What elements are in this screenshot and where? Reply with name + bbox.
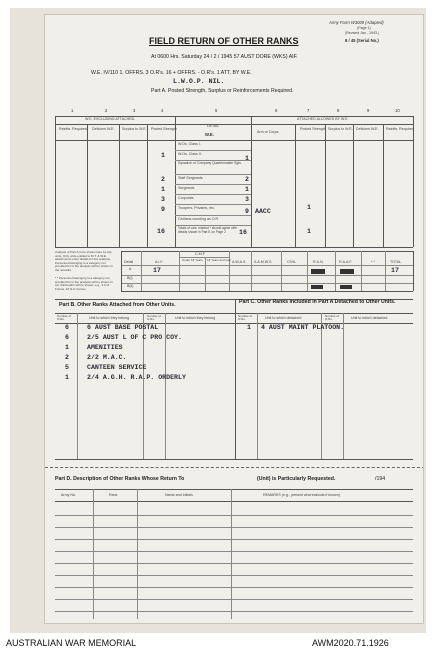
analysis-note-2: * * Personnel belonging to a category not provided for in the analysis will be shown in col. Particulars will be shown, e.g., 2 N.Z. Forces, 10 N.Z. Forces.	[55, 276, 113, 291]
left-group-label: W.E. EXCLUDING ATTACHED.	[85, 117, 136, 121]
posted-value: 3	[161, 196, 165, 203]
part-d-col: REMARKS (e.g., present whereabouts if known)	[263, 493, 340, 497]
col-number: 10	[395, 108, 400, 113]
col-header: Reinfts. Required	[59, 127, 87, 131]
part-b-unit: CANTEEN SERVICE	[87, 364, 147, 371]
part-c-unit: 4 AUST MAINT PLATOON.	[261, 324, 345, 331]
aif-value: 17	[153, 267, 161, 274]
part-d-title-2: (Unit) is Particularly Requested.	[257, 476, 336, 482]
posted-value: 9	[161, 206, 165, 213]
document-page	[44, 14, 424, 624]
part-d-title: Part D. Description of Other Ranks Whose Return To	[55, 476, 185, 482]
row-a: A	[129, 267, 132, 271]
detail-label: W.Os. Class II.	[178, 152, 202, 156]
analysis-col: 18 Years and over	[207, 258, 232, 262]
col-header: Reinfts. Required	[386, 127, 414, 131]
posted-value: 2	[161, 176, 165, 183]
part-b-unit: 2/2 M.A.C.	[87, 354, 127, 361]
right-group-label: ATTACHED ALLOWED BY W.E.	[297, 117, 349, 121]
part-b-number: 2	[65, 354, 69, 361]
analysis-col: CIVIL	[287, 260, 296, 264]
analysis-detail: Detail	[124, 260, 134, 264]
col-header: Surplus to W.E.	[122, 127, 147, 131]
col-number: 5	[215, 108, 218, 113]
footer-credit: AUSTRALIAN WAR MEMORIAL	[6, 638, 137, 648]
part-c-col: Number of O.Rs.	[325, 314, 340, 322]
part-b-col: Number of O.Rs.	[57, 314, 72, 322]
analysis-col: R.A.N.	[313, 260, 324, 264]
aacc-posted: 1	[307, 204, 311, 211]
we-mark: W.E.	[205, 132, 214, 137]
detail-label: Civilians counting as O.R.	[178, 217, 220, 221]
total-posted: 16	[157, 228, 165, 235]
part-b-col: Number of O.Rs.	[147, 314, 162, 322]
col-number: 7	[307, 108, 310, 113]
part-b-number: 6	[65, 324, 69, 331]
col-header: Deficient W.E.	[356, 127, 379, 131]
detail-label: W.Os. Class I.	[178, 142, 201, 146]
redaction-mark	[340, 269, 354, 274]
form-number: Army Form W3009 (Adapted)	[329, 20, 384, 25]
analysis-col: A.I.F.	[155, 260, 164, 264]
part-b-number: 1	[65, 344, 69, 351]
part-b-title: Part B. Other Ranks Attached from Other Units.	[59, 302, 176, 308]
analysis-col: TOTAL	[390, 260, 402, 264]
serial-number: 8 / 45 (Serial No.)	[345, 38, 379, 43]
part-b-number: 5	[65, 364, 69, 371]
col-number: 2	[105, 108, 108, 113]
lwop-line: L.W.O.P. NIL.	[173, 78, 225, 85]
totals-label: Totals of cols. marked * should agree with details shown in Part E on Page 2	[178, 226, 237, 234]
row-bi: B(i)	[127, 276, 133, 280]
detail-label: Staff Sergeants	[178, 176, 203, 180]
part-d-date: /194	[375, 476, 386, 482]
we-value: 1	[245, 186, 249, 193]
posted-value: 1	[161, 186, 165, 193]
analysis-col: R.A.A.F.	[339, 260, 353, 264]
total-value: 17	[391, 267, 399, 274]
col-number: 4	[161, 108, 164, 113]
part-b-col: Unit to which they belong	[175, 316, 216, 320]
col-header: Arm or Corps.	[257, 130, 280, 134]
col-number: 6	[275, 108, 278, 113]
analysis-col: Under 18 Years	[182, 258, 203, 262]
we-value: 1	[245, 155, 249, 162]
posted-value: 1	[161, 152, 165, 159]
detail-label: Sergeants	[178, 186, 195, 190]
part-b-unit: 2/4 A.G.H. R.A.P. ORDERLY	[87, 374, 186, 381]
we-value: 2	[245, 176, 249, 183]
col-number: 3	[133, 108, 136, 113]
col-number: 8	[337, 108, 340, 113]
aacc-arm: AACC	[255, 208, 271, 215]
we-line: W.E. IV/110 1. OFFRS. 3 O.R's. 16 + OFFRS. - O.R's. 1 ATT. BY W.E.	[91, 70, 252, 76]
revised-note: (Revised Jan., 1943.)	[345, 31, 380, 35]
part-c-col: Number of O.Rs.	[238, 314, 253, 322]
part-b-number: 1	[65, 374, 69, 381]
part-d-col: Rank	[109, 493, 118, 497]
detail-label: Troopers, Privates, etc.	[178, 206, 216, 210]
col-header: Posted Strength	[151, 127, 177, 131]
detail-label: Corporals	[178, 196, 194, 200]
col-number: 1	[71, 108, 74, 113]
part-b-unit: 2/5 AUST L OF C PRO COY.	[87, 334, 182, 341]
col-header: Posted Strength	[300, 127, 326, 131]
total-we: 16	[239, 229, 247, 236]
analysis-col: * *	[371, 260, 375, 264]
part-b-unit: AMENITIES	[87, 344, 123, 351]
col-header: Surplus to W.E.	[328, 127, 353, 131]
col-number: 9	[367, 108, 370, 113]
page-note: (Page 1)	[357, 26, 371, 30]
part-a-title: Part A. Posted Strength, Surplus or Reinforcements Required.	[151, 88, 294, 94]
analysis-col: A.A.M.W.S.	[254, 260, 273, 264]
part-c-title: Part C. Other Ranks Included in Part A Detached to Other Units.	[239, 299, 396, 305]
we-value: 9	[245, 208, 249, 215]
form-title: FIELD RETURN OF OTHER RANKS	[149, 36, 299, 46]
cmf-label: C.M.F.	[195, 252, 206, 256]
analysis-col: A.W.A.S.	[232, 260, 247, 264]
footer-accession: AWM2020.71.1926	[312, 638, 389, 648]
part-b-col: Unit to which they belong	[89, 316, 130, 320]
detail-label: Squadron or Company Quartermaster Sgts.	[178, 161, 242, 165]
total-attached: 1	[307, 228, 311, 235]
analysis-note: Analysis of Part A to be shown here by ALL units. Only units entitled to M.T. & W.E. attachments enter details for this analysis. Personnel belonging to a category not provided for in the analysis will be shown in the remarks.	[55, 250, 113, 272]
redaction-mark	[311, 285, 323, 289]
date-unit-line: At 0600 Hrs. Saturday 24 / 2 / 1945 57 AUST DORE (WKS) AIF.	[151, 54, 298, 60]
redaction-mark	[340, 285, 352, 289]
detail-header: DETAIL	[207, 124, 220, 128]
part-d-col: Army No.	[61, 493, 76, 497]
part-c-col: Unit to which detached	[351, 316, 388, 320]
part-b-unit: 6 AUST BASE POSTAL	[87, 324, 159, 331]
part-c-col: Unit to which detached	[265, 316, 302, 320]
we-value: 3	[245, 196, 249, 203]
redaction-mark	[311, 269, 325, 274]
part-d-col: Name and Initials	[165, 493, 193, 497]
part-c-number: 1	[247, 324, 251, 331]
part-b-number: 6	[65, 334, 69, 341]
col-header: Deficient W.E.	[92, 127, 115, 131]
row-bii: B(ii)	[127, 284, 134, 288]
